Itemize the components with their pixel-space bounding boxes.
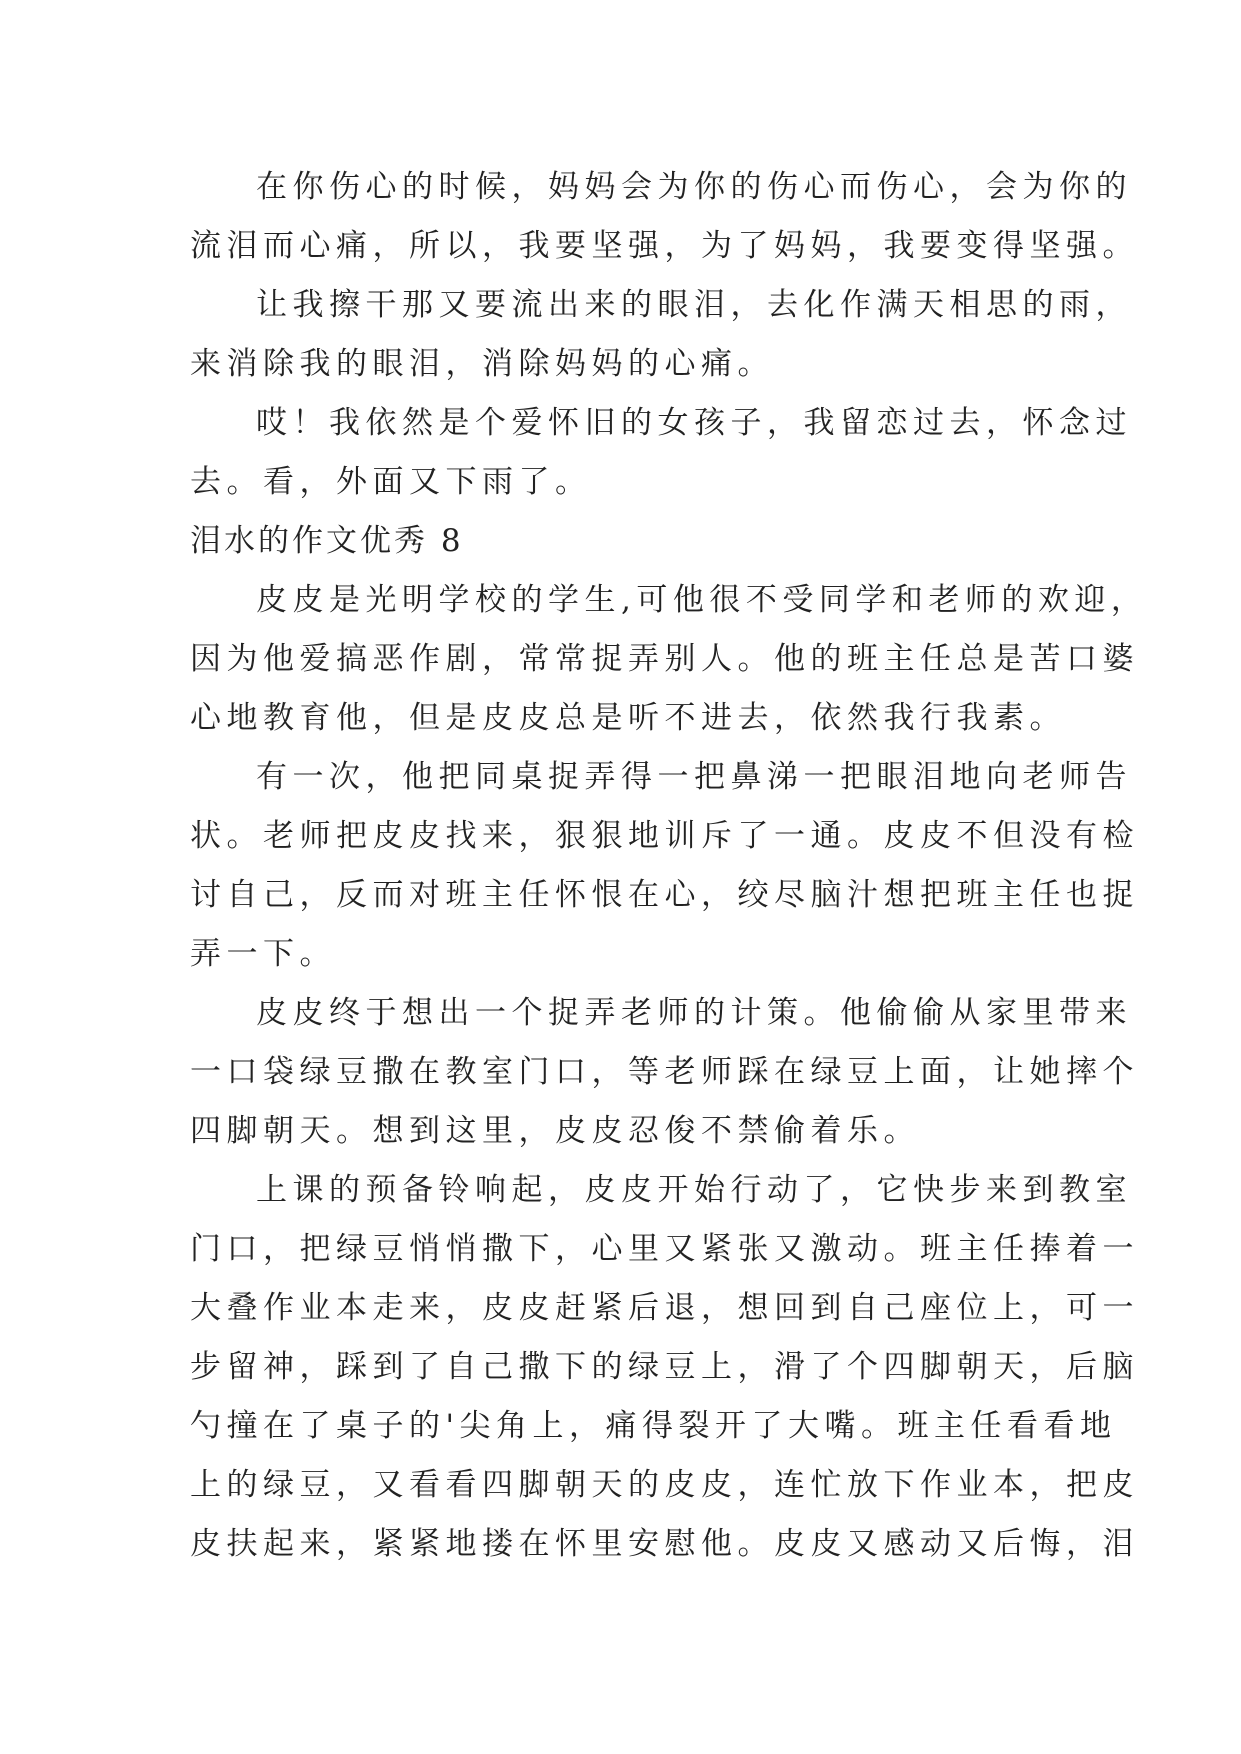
paragraph-line: 状。老师把皮皮找来，狠狠地训斥了一通。皮皮不但没有检 — [190, 818, 1139, 854]
paragraph-line: 上的绿豆，又看看四脚朝天的皮皮，连忙放下作业本，把皮 — [190, 1467, 1139, 1503]
paragraph-line: 皮扶起来，紧紧地搂在怀里安慰他。皮皮又感动又后悔，泪 — [190, 1526, 1139, 1562]
paragraph-line: 讨自己，反而对班主任怀恨在心，绞尽脑汁想把班主任也捉 — [190, 877, 1139, 913]
paragraph — [190, 571, 1148, 748]
paragraph-line: 四脚朝天。想到这里，皮皮忍俊不禁偷着乐。 — [190, 1113, 920, 1149]
paragraph — [190, 748, 1139, 984]
paragraph — [190, 158, 1139, 276]
paragraph-line: 在你伤心的时候，妈妈会为你的伤心而伤心，会为你的 — [256, 169, 1132, 205]
document-page — [190, 158, 1148, 1574]
paragraph-line: 上课的预备铃响起，皮皮开始行动了，它快步来到教室 — [256, 1172, 1132, 1208]
paragraph-line: 让我擦干那又要流出来的眼泪，去化作满天相思的雨， — [256, 287, 1132, 323]
paragraph-line: 门口，把绿豆悄悄撒下，心里又紧张又激动。班主任捧着一 — [190, 1231, 1139, 1267]
paragraph — [190, 1161, 1139, 1574]
paragraph-line: 心地教育他，但是皮皮总是听不进去，依然我行我素。 — [190, 700, 1066, 736]
paragraph-line: 有一次，他把同桌捉弄得一把鼻涕一把眼泪地向老师告 — [256, 759, 1132, 795]
paragraph-line: 哎！我依然是个爱怀旧的女孩子，我留恋过去，怀念过 — [256, 405, 1132, 441]
paragraph — [190, 984, 1139, 1161]
paragraph-line: 皮皮是光明学校的学生,可他很不受同学和老师的欢迎， — [256, 582, 1148, 618]
paragraph-line: 大叠作业本走来，皮皮赶紧后退，想回到自己座位上，可一 — [190, 1290, 1139, 1326]
paragraph-line: 勺撞在了桌子的'尖角上，痛得裂开了大嘴。班主任看看地 — [190, 1408, 1117, 1444]
paragraph — [190, 394, 1132, 512]
paragraph-line: 流泪而心痛，所以，我要坚强，为了妈妈，我要变得坚强。 — [190, 228, 1139, 264]
section-heading — [190, 512, 1060, 571]
paragraph-line: 弄一下。 — [190, 936, 336, 972]
paragraph-line: 去。看，外面又下雨了。 — [190, 464, 592, 500]
heading-text: 泪水的作文优秀 8 — [190, 523, 464, 559]
paragraph — [190, 276, 1132, 394]
paragraph-line: 步留神，踩到了自己撒下的绿豆上，滑了个四脚朝天，后脑 — [190, 1349, 1139, 1385]
paragraph-line: 皮皮终于想出一个捉弄老师的计策。他偷偷从家里带来 — [256, 995, 1132, 1031]
paragraph-line: 来消除我的眼泪，消除妈妈的心痛。 — [190, 346, 774, 382]
paragraph-line: 因为他爱搞恶作剧，常常捉弄别人。他的班主任总是苦口婆 — [190, 641, 1139, 677]
paragraph-line: 一口袋绿豆撒在教室门口，等老师踩在绿豆上面，让她摔个 — [190, 1054, 1139, 1090]
